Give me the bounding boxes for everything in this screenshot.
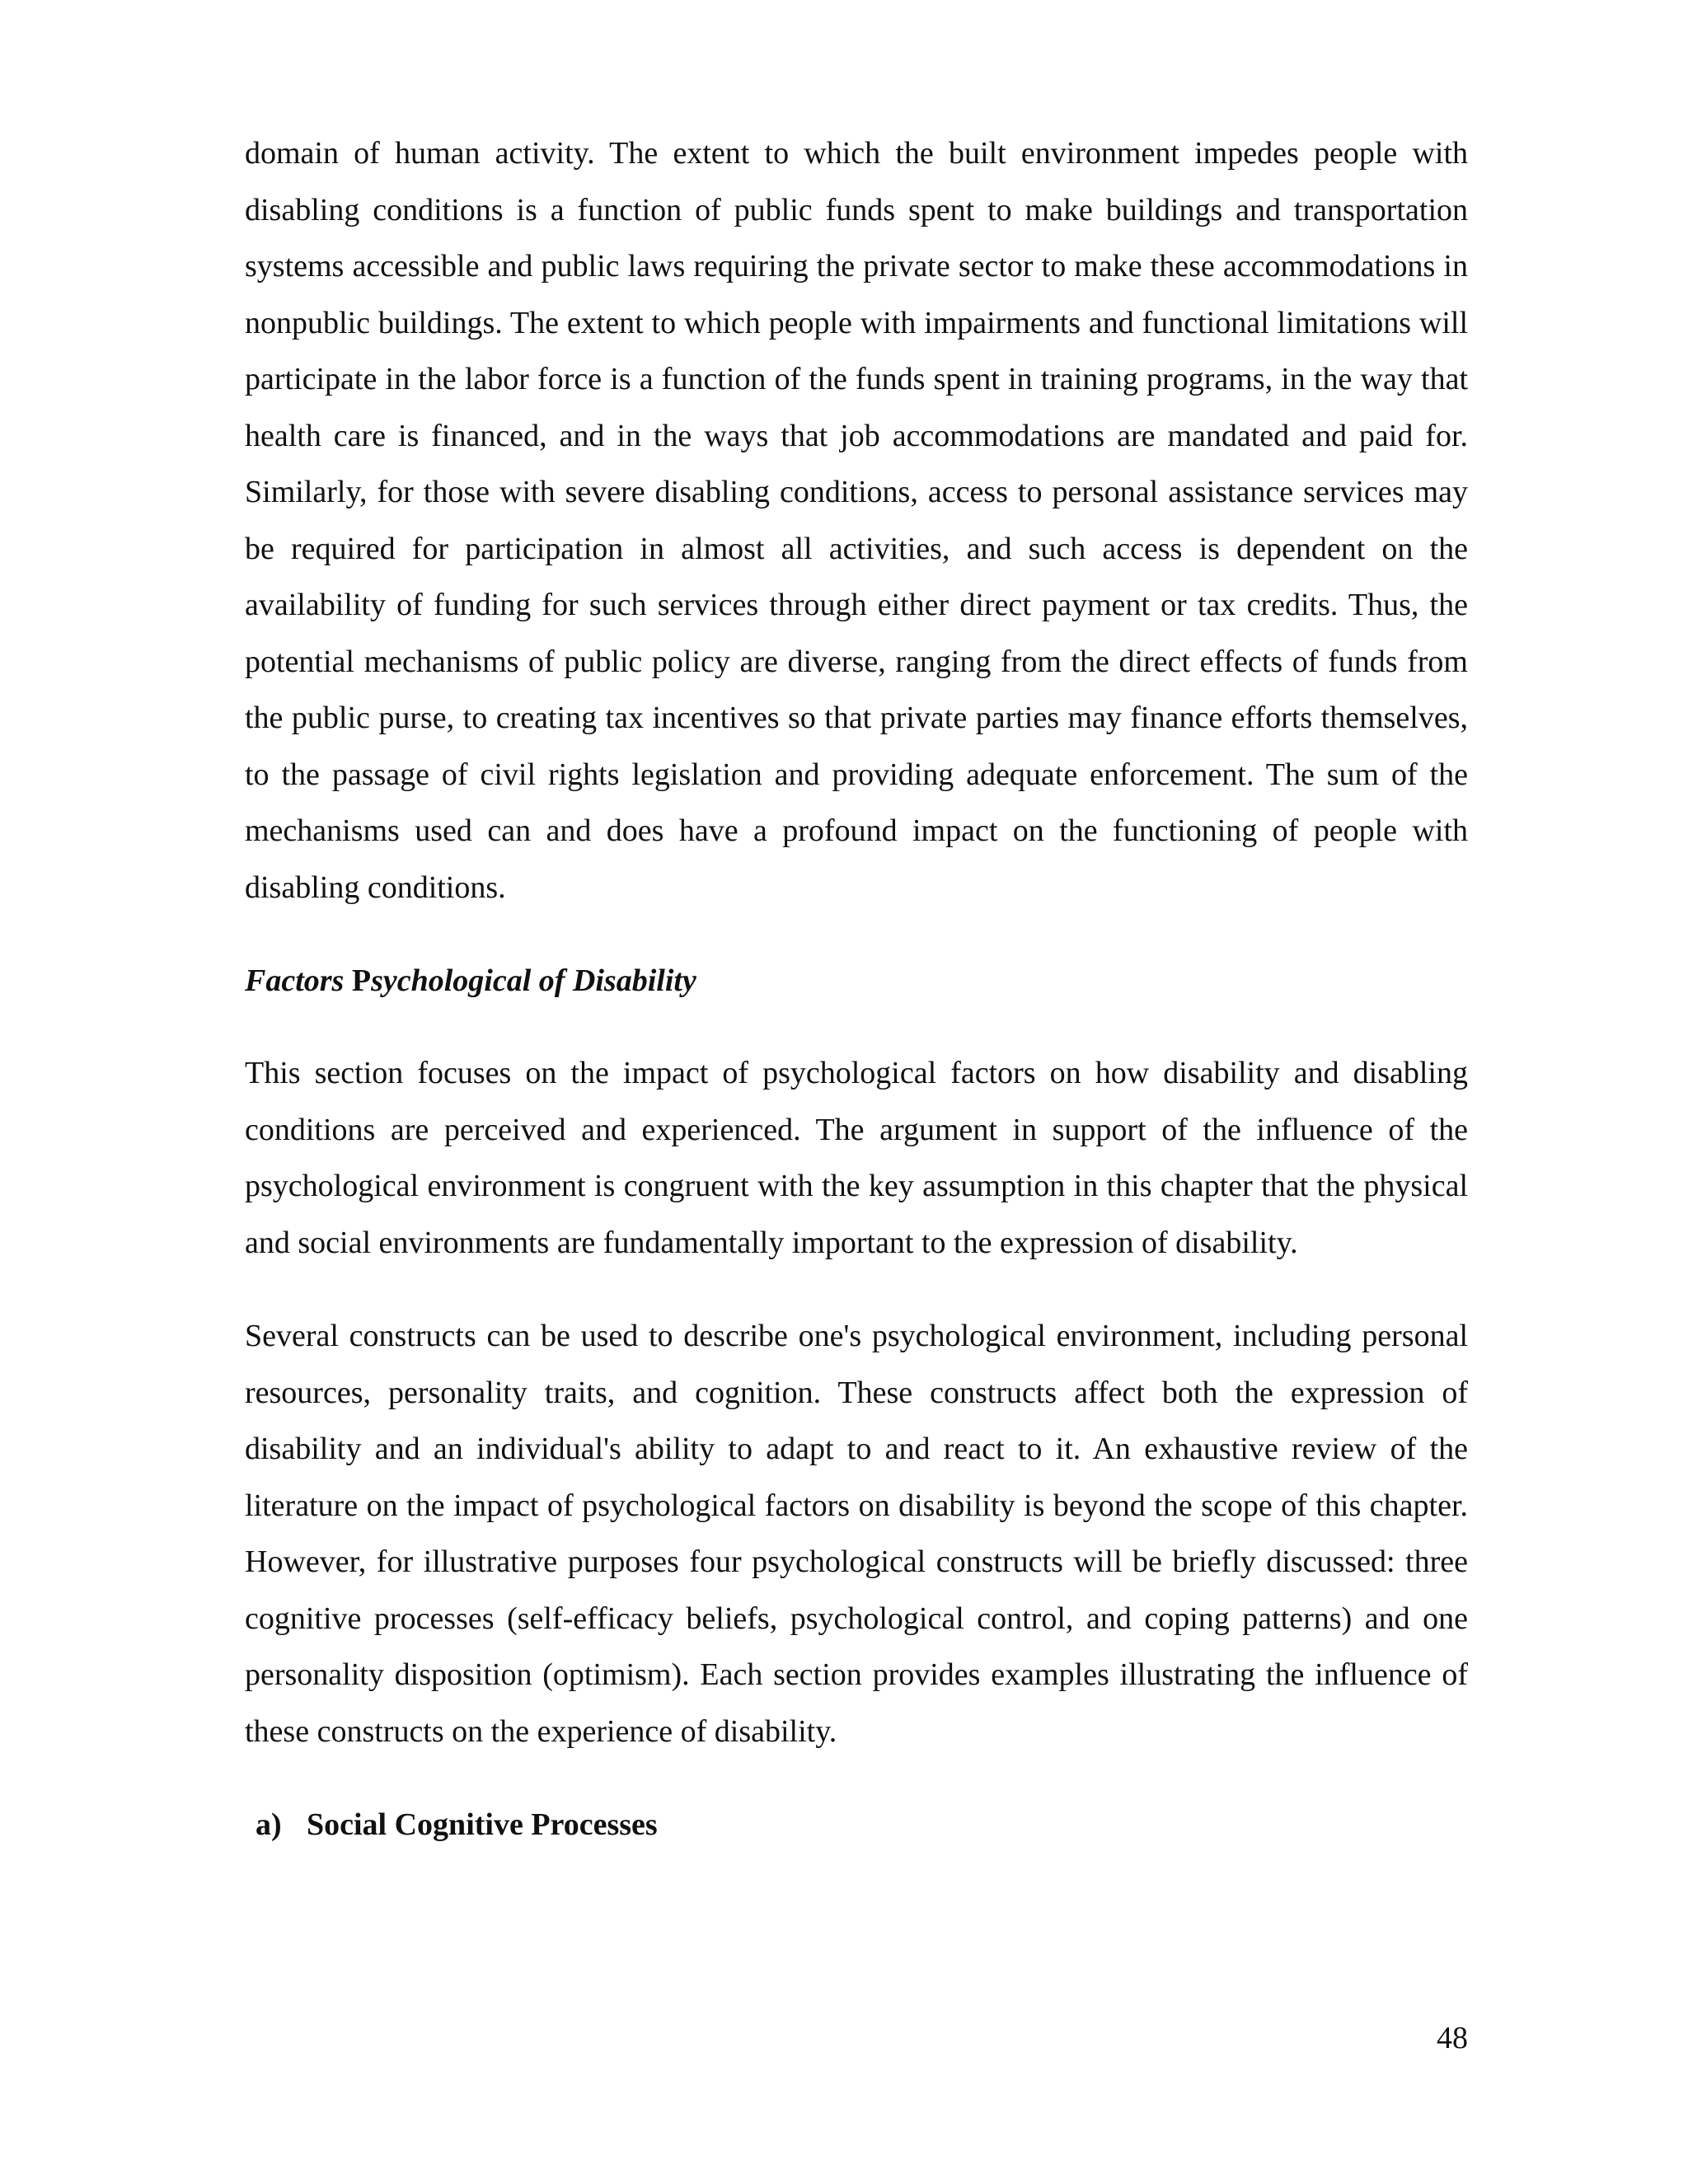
section-heading-part-rest: sychological of Disability	[371, 963, 696, 998]
body-paragraph-public-policy: domain of human activity. The extent to which the built environment impedes people with disabling conditions is a function of public funds spent to make buildings and transportation systems accessible and public laws requiring the private sector to make these accommodations in nonpublic buildings. The extent to which people with impairments and functional limitations will participate in the labor force is a function of the funds spent in training programs, in the way that health care is financed, and in the ways that job accommodations are mandated and paid for. Similarly, for those with severe disabling conditions, access to personal assistance services may be required for participation in almost all activities, and such access is dependent on the availability of funding for such services through either direct payment or tax credits. Thus, the potential mechanisms of public policy are diverse, ranging from the direct effects of funds from the public purse, to creating tax incentives so that private parties may finance efforts themselves, to the passage of civil rights legislation and providing adequate enforcement. The sum of the mechanisms used can and does have a profound impact on the functioning of people with disabling conditions.	[245, 136, 1468, 905]
subsection-heading-marker: a)	[256, 1807, 282, 1842]
body-paragraph-constructs: Several constructs can be used to describe one's psychological environment, including personal resources, personality traits, and cognition. These constructs affect both the expression of disability and an individual's ability to adapt to and react to it. An exhaustive review of the literature on the impact of psychological factors on disability is beyond the scope of this chapter. However, for illustrative purposes four psychological constructs will be briefly discussed: three cognitive processes (self-efficacy beliefs, psychological control, and coping patterns) and one personality disposition (optimism). Each section provides examples illustrating the influence of these constructs on the experience of disability.	[245, 1319, 1468, 1749]
section-heading	[245, 956, 696, 1005]
section-heading-part-factors: Factors	[245, 963, 352, 998]
section-heading-part-initial: P	[351, 963, 372, 998]
subsection-heading	[256, 1800, 658, 1849]
body-paragraph-section-focus: This section focuses on the impact of psychological factors on how disability and disabling conditions are perceived and experienced. The argument in support of the influence of the psychological environment is congruent with the key assumption in this chapter that the physical and social environments are fundamentally important to the expression of disability.	[245, 1056, 1468, 1260]
page-number: 48	[1437, 2021, 1468, 2055]
subsection-heading-title: Social Cognitive Processes	[307, 1807, 658, 1842]
